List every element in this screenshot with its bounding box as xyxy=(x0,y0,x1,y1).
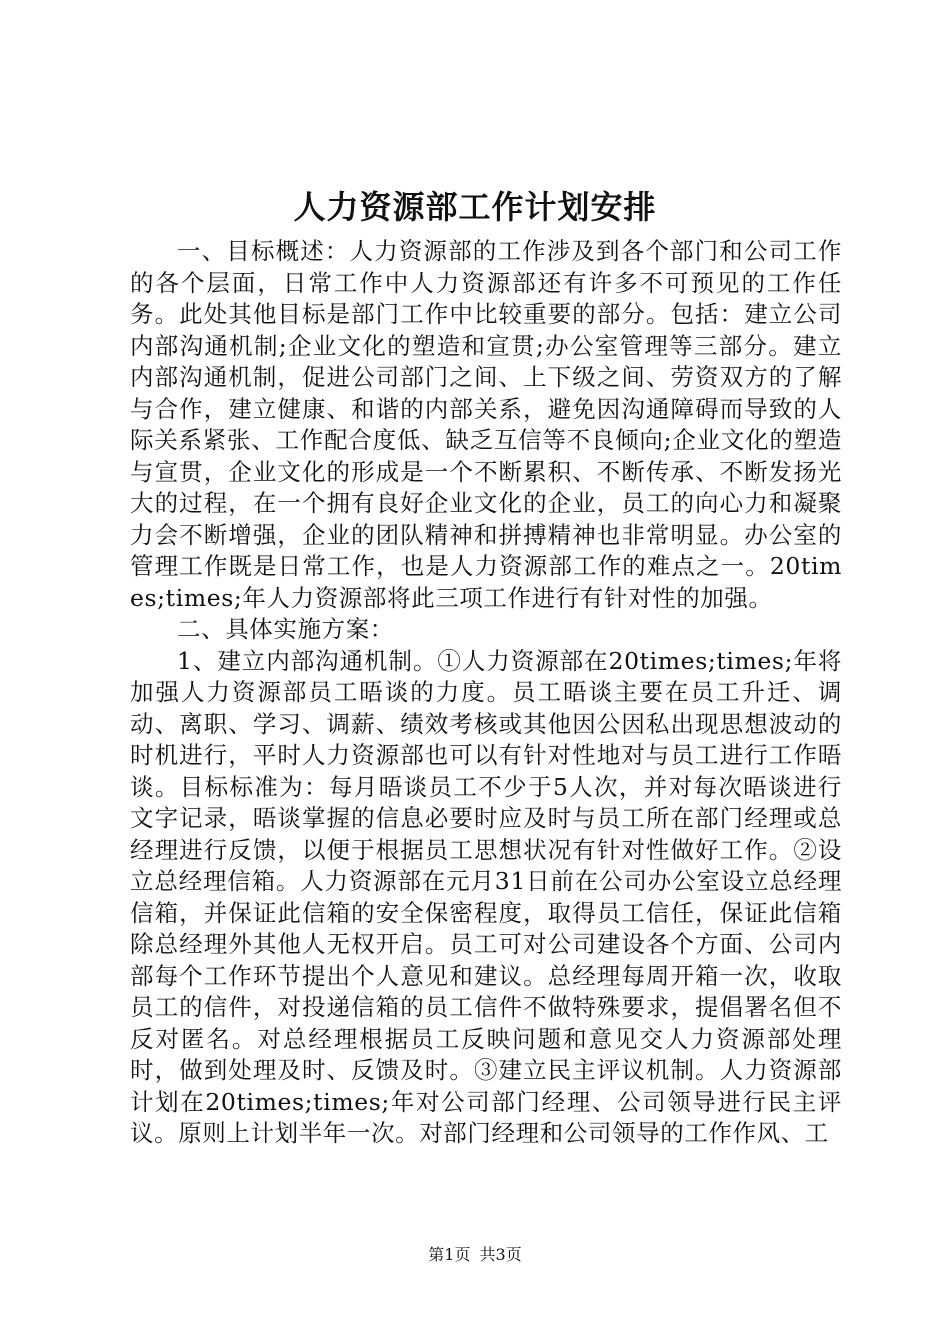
page-total: 共3页 xyxy=(479,1245,522,1264)
paragraph-objective-overview: 一、目标概述：人力资源部的工作涉及到各个部门和公司工作的各个层面，日常工作中人力资源部还有许多不可预见的工作任务。此处其他目标是部门工作中比较重要的部分。包括：建立公司内部沟通机制;企业文化的塑造和宣贯;办公室管理等三部分。建立内部沟通机制，促进公司部门之间、上下级之间、劳资双方的了解与合作，建立健康、和谐的内部关系，避免因沟通障碍而导致的人际关系紧张、工作配合度低、缺乏互信等不良倾向;企业文化的塑造与宣贯，企业文化的形成是一个不断累积、不断传承、不断发扬光大的过程，在一个拥有良好企业文化的企业，员工的向心力和凝聚力会不断增强，企业的团队精神和拼搏精神也非常明显。办公室的管理工作既是日常工作，也是人力资源部工作的难点之一。20times;times;年人力资源部将此三项工作进行有针对性的加强。 xyxy=(130,237,842,612)
page-number: 第1页 xyxy=(428,1245,471,1264)
page-footer xyxy=(0,1243,950,1267)
document-body xyxy=(130,236,842,1150)
paragraph-implementation-heading: 二、具体实施方案： xyxy=(177,615,394,643)
document-title: 人力资源部工作计划安排 xyxy=(293,188,657,226)
paragraph-communication-mechanism: 1、建立内部沟通机制。①人力资源部在20times;times;年将加强人力资源部员工晤谈的力度。员工晤谈主要在员工升迁、调动、离职、学习、调薪、绩效考核或其他因公因私出现思想波动的时机进行，平时人力资源部也可以有针对性地对与员工进行工作晤谈。目标标准为：每月晤谈员工不少于5人次，并对每次晤谈进行文字记录，晤谈掌握的信息必要时应及时与员工所在部门经理或总经理进行反馈，以便于根据员工思想状况有针对性做好工作。②设立总经理信箱。人力资源部在元月31日前在公司办公室设立总经理信箱，并保证此信箱的安全保密程度，取得员工信任，保证此信箱除总经理外其他人无权开启。员工可对公司建设各个方面、公司内部每个工作环节提出个人意见和建议。总经理每周开箱一次，收取员工的信件，对投递信箱的员工信件不做特殊要求，提倡署名但不反对匿名。对总经理根据员工反映问题和意见交人力资源部处理时，做到处理及时、反馈及时。③建立民主评议机制。人力资源部计划在20times;times;年对公司部门经理、公司领导进行民主评议。原则上计划半年一次。对部门经理和公司领导的工作作风、工 xyxy=(130,646,842,1147)
